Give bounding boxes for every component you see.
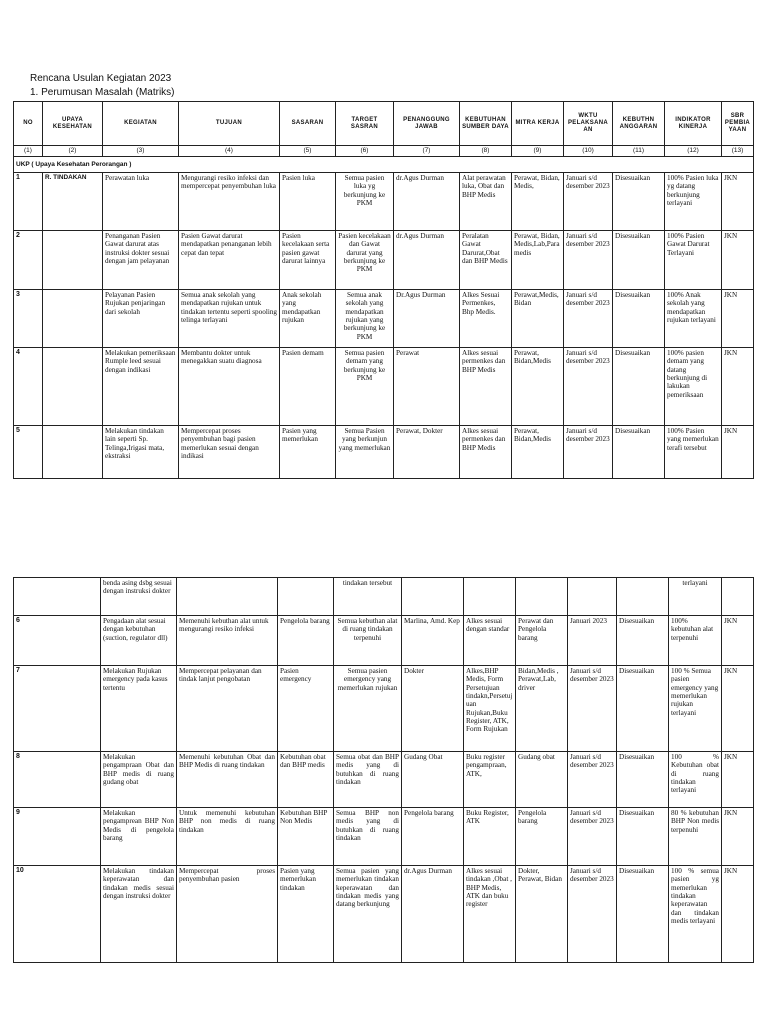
cell-sumber: JKN xyxy=(722,666,754,752)
row-number: 3 xyxy=(14,290,43,348)
cell-indikator: 100% Pasien yang memerlukan terafi tersebut xyxy=(665,426,722,479)
header-cell: TUJUAN xyxy=(179,102,280,146)
cell-kebutuhan: Peralatan Gawat Darurat,Obat dan BHP Medis xyxy=(460,231,512,290)
cell-pj: dr.Agus Durman xyxy=(394,173,460,231)
cell-upaya xyxy=(43,290,103,348)
group-row xyxy=(14,157,754,173)
cell-sasaran: Pasien yang memerlukan tindakan xyxy=(278,866,334,963)
cell-anggaran: Disesuaikan xyxy=(613,426,665,479)
cell-mitra: Perawat,Medis, Bidan xyxy=(512,290,564,348)
cell-sasaran: Pasien demam xyxy=(280,348,336,426)
cell-sasaran: Pengelola barang xyxy=(278,616,334,666)
cell-mitra xyxy=(516,578,568,616)
cell-kegiatan: Perawatan luka xyxy=(103,173,179,231)
cell-anggaran: Disesuaikan xyxy=(613,348,665,426)
column-number: (10) xyxy=(564,146,613,157)
cell-waktu xyxy=(568,578,617,616)
column-number: (8) xyxy=(460,146,512,157)
cell-sumber: JKN xyxy=(722,290,754,348)
cell-kebutuhan: Buku register pengampraan, ATK, xyxy=(464,752,516,808)
cell-pj: Marlina, Amd. Kep xyxy=(402,616,464,666)
row-number: 1 xyxy=(14,173,43,231)
cell-kegiatan: Pelayanan Pasien Rujukan penjaringan dari sekolah xyxy=(103,290,179,348)
cell-anggaran: Disesuaikan xyxy=(617,866,669,963)
cell-kebutuhan: Buku Register, ATK xyxy=(464,808,516,866)
column-number: (9) xyxy=(512,146,564,157)
row-number: 6 xyxy=(14,616,101,666)
cell-kebutuhan: Alat perawatan luka, Obat dan BHP Medis xyxy=(460,173,512,231)
cell-pj: dr.Agus Durman xyxy=(402,866,464,963)
cell-indikator: 100 % Semua pasien emergency yang memerlukan rujukan terlayani xyxy=(669,666,722,752)
cell-mitra: Perawat, Bidan,Medis xyxy=(512,426,564,479)
cell-anggaran xyxy=(617,578,669,616)
header-cell: KEGIATAN xyxy=(103,102,179,146)
cell-pj: Gudang Obat xyxy=(402,752,464,808)
cell-waktu: Januari s/d desember 2023 xyxy=(568,752,617,808)
cell-kebutuhan: Alkes sesuai tindakan ,Obat , BHP Medis, ATK dan buku register xyxy=(464,866,516,963)
cell-sasaran: Pasien emergency xyxy=(278,666,334,752)
cell-upaya xyxy=(43,348,103,426)
cell-sasaran: Kebutuhan obat dan BHP medis xyxy=(278,752,334,808)
matrix-table-page1 xyxy=(13,101,754,479)
cell-mitra: Gudang obat xyxy=(516,752,568,808)
cell-kegiatan: Melakukan tindakan keperawatan dan tindakan medis sesuai dengan instruksi dokter xyxy=(101,866,177,963)
cell-kebutuhan: Alkes Sesuai Permenkes, Bhp Medis. xyxy=(460,290,512,348)
cell-sumber: JKN xyxy=(722,348,754,426)
cell-sumber: JKN xyxy=(722,866,754,963)
cell-anggaran: Disesuaikan xyxy=(617,752,669,808)
header-row xyxy=(14,102,754,146)
cell-mitra: Perawat, Bidan, Medis,Lab,Paramedis xyxy=(512,231,564,290)
cell-anggaran: Disesuaikan xyxy=(613,231,665,290)
cell-target: Semua anak sekolah yang mendapatkan rujukan yang berkunjung ke PKM xyxy=(336,290,394,348)
cell-tujuan: Mempercepat pelayanan dan tindak lanjut pengobatan xyxy=(177,666,278,752)
cell-waktu: Januari s/d desember 2023 xyxy=(564,290,613,348)
cell-tujuan: Semua anak sekolah yang mendapatkan rujukan untuk tindakan tertentu seperti spooling telinga terlayani xyxy=(179,290,280,348)
cell-indikator: 100 % Kebutuhan obat di ruang tindakan terlayani xyxy=(669,752,722,808)
cell-pj: Perawat xyxy=(394,348,460,426)
cell-tujuan: Pasien Gawat darurat mendapatkan penanganan lebih cepat dan tepat xyxy=(179,231,280,290)
cell-pj: Pengelola barang xyxy=(402,808,464,866)
cell-anggaran: Disesuaikan xyxy=(613,290,665,348)
cell-waktu: Januari s/d desember 2023 xyxy=(564,173,613,231)
column-number: (5) xyxy=(280,146,336,157)
section-title: 1. Perumusan Masalah (Matriks) xyxy=(30,87,175,98)
cell-mitra: Pengelola barang xyxy=(516,808,568,866)
cell-sasaran: Anak sekolah yang mendapatkan rujukan xyxy=(280,290,336,348)
cell-sumber: JKN xyxy=(722,752,754,808)
table-row xyxy=(14,666,754,752)
cell-kebutuhan: Alkes sesuai permenkes dan BHP Medis xyxy=(460,426,512,479)
cell-anggaran: Disesuaikan xyxy=(617,666,669,752)
table-row xyxy=(14,173,754,231)
cell-sumber: JKN xyxy=(722,808,754,866)
cell-pj: Perawat, Dokter xyxy=(394,426,460,479)
row-number: 8 xyxy=(14,752,101,808)
cell-pj: Dokter xyxy=(402,666,464,752)
column-number: (3) xyxy=(103,146,179,157)
cell-waktu: Januari s/d desember 2023 xyxy=(564,348,613,426)
cell-tujuan: Membantu dokter untuk menegakkan suatu diagnosa xyxy=(179,348,280,426)
table-row xyxy=(14,426,754,479)
row-number: 5 xyxy=(14,426,43,479)
cell-indikator: 100% kebutuhan alat terpenuhi xyxy=(669,616,722,666)
header-cell: SASARAN xyxy=(280,102,336,146)
column-number: (4) xyxy=(179,146,280,157)
cell-mitra: Dokter, Perawat, Bidan xyxy=(516,866,568,963)
cell-kebutuhan: Alkes sesuai permenkes dan BHP Medis xyxy=(460,348,512,426)
header-cell: INDIKATOR KINERJA xyxy=(665,102,722,146)
cell-waktu: Januari 2023 xyxy=(568,616,617,666)
cell-mitra: Perawat, Bidan,Medis xyxy=(512,348,564,426)
table-row xyxy=(14,808,754,866)
cell-kegiatan: Melakukan Rujukan emergency pada kasus tertentu xyxy=(101,666,177,752)
header-cell: TARGET SASRAN xyxy=(336,102,394,146)
group-label: UKP ( Upaya Kesehatan Perorangan ) xyxy=(14,157,754,173)
cell-sumber: JKN xyxy=(722,616,754,666)
cell-waktu: Januari s/d desember 2023 xyxy=(568,808,617,866)
table-row xyxy=(14,578,754,616)
table-body-page2 xyxy=(14,578,754,963)
matrix-table-page2 xyxy=(13,577,754,963)
table-row xyxy=(14,616,754,666)
column-number-row xyxy=(14,146,754,157)
column-number: (1) xyxy=(14,146,43,157)
cell-target: Semua pasien luka yg berkunjung ke PKM xyxy=(336,173,394,231)
cell-anggaran: Disesuaikan xyxy=(613,173,665,231)
cell-tujuan: Memenuhi kebuthan alat untuk mengurangi resiko infeksi xyxy=(177,616,278,666)
cell-kebutuhan: Alkes sesuai dengan standar xyxy=(464,616,516,666)
cell-sasaran: Pasien yang memerlukan xyxy=(280,426,336,479)
row-number: 2 xyxy=(14,231,43,290)
row-number: 10 xyxy=(14,866,101,963)
cell-anggaran: Disesuaikan xyxy=(617,616,669,666)
cell-tujuan xyxy=(177,578,278,616)
cell-tujuan: Memenuhi kebutuhan Obat dan BHP Medis di ruang tindakan xyxy=(177,752,278,808)
document-title: Rencana Usulan Kegiatan 2023 xyxy=(30,73,172,84)
table-row xyxy=(14,866,754,963)
cell-indikator: 100% pasien demam yang datang berkunjung di lakukan pemeriksaan xyxy=(665,348,722,426)
cell-pj xyxy=(402,578,464,616)
column-number: (7) xyxy=(394,146,460,157)
cell-sumber: JKN xyxy=(722,426,754,479)
cell-kegiatan: Penanganan Pasien Gawat darurat atas instruksi dokter sesuai dengan jam pelayanan xyxy=(103,231,179,290)
cell-pj: dr.Agus Durman xyxy=(394,231,460,290)
cell-indikator: terlayani xyxy=(669,578,722,616)
cell-indikator: 100% Pasien luka yg datang berkunjung terlayani xyxy=(665,173,722,231)
table-row xyxy=(14,290,754,348)
cell-indikator: 100 % semua pasien yg memerlukan tindakan keperawatan dan tindakan medis terlayani xyxy=(669,866,722,963)
cell-target: Semua kebuthan alat di ruang tindakan terpenuhi xyxy=(334,616,402,666)
cell-tujuan: Untuk memenuhi kebutuhan BHP non medis di ruang tindakan xyxy=(177,808,278,866)
cell-kegiatan: Melakukan pengampraan Obat dan BHP medis di ruang gudang obat xyxy=(101,752,177,808)
cell-waktu: Januari s/d desember 2023 xyxy=(564,426,613,479)
column-number: (11) xyxy=(613,146,665,157)
cell-target: Semua BHP non medis yang di butuhkan di ruang tindakan xyxy=(334,808,402,866)
cell-upaya xyxy=(43,231,103,290)
cell-kegiatan: Melakukan pemeriksaan Rumple leed sesuai dengan indikasi xyxy=(103,348,179,426)
cell-sasaran: Pasien luka xyxy=(280,173,336,231)
cell-upaya: R. TINDAKAN xyxy=(43,173,103,231)
cell-target: Semua pasien yang memerlukan tindakan keperawatan dan tindakan medis yang datang berkunjung xyxy=(334,866,402,963)
column-number: (6) xyxy=(336,146,394,157)
cell-sasaran xyxy=(278,578,334,616)
cell-target: Semua pasien emergency yang memerlukan rujukan xyxy=(334,666,402,752)
cell-sumber: JKN xyxy=(722,173,754,231)
cell-sasaran: Pasien kecelakaan serta pasien gawat darurat lainnya xyxy=(280,231,336,290)
cell-kebutuhan xyxy=(464,578,516,616)
header-cell: UPAYA KESEHATAN xyxy=(43,102,103,146)
row-number: 7 xyxy=(14,666,101,752)
header-cell: NO xyxy=(14,102,43,146)
cell-target: Semua Pasien yang berkunjun yang memerlukan xyxy=(336,426,394,479)
table-body-page1 xyxy=(14,173,754,479)
table-row xyxy=(14,348,754,426)
row-number: 9 xyxy=(14,808,101,866)
header-cell: PENANGGUNG JAWAB xyxy=(394,102,460,146)
cell-upaya xyxy=(43,426,103,479)
row-number: 4 xyxy=(14,348,43,426)
header-cell: KEBUTUHAN SUMBER DAYA xyxy=(460,102,512,146)
header-cell: MITRA KERJA xyxy=(512,102,564,146)
cell-waktu: Januari s/d desember 2023 xyxy=(568,666,617,752)
cell-kegiatan: benda asing dsbg sesuai dengan instruksi dokter xyxy=(101,578,177,616)
cell-tujuan: Mempercepat proses penyembuhan bagi pasien memerlukan sesuai dengan indikasi xyxy=(179,426,280,479)
cell-tujuan: Mengurangi resiko infeksi dan mempercepat penyembuhan luka xyxy=(179,173,280,231)
cell-waktu: Januari s/d desember 2023 xyxy=(568,866,617,963)
column-number: (2) xyxy=(43,146,103,157)
cell-target: Semua obat dan BHP medis yang di butuhkan di ruang tindakan xyxy=(334,752,402,808)
cell-mitra: Perawat dan Pengelola barang xyxy=(516,616,568,666)
cell-sasaran: Kebutuhan BHP Non Medis xyxy=(278,808,334,866)
cell-target: tindakan tersebut xyxy=(334,578,402,616)
column-number: (13) xyxy=(722,146,754,157)
cell-kebutuhan: Alkes,BHP Medis, Form Persetujuan tindakn,Persetujuan Rujukan,Buku Register, ATK, Form Rujukan xyxy=(464,666,516,752)
cell-indikator: 100% Pasien Gawat Darurat Terlayani xyxy=(665,231,722,290)
header-cell: WKTU PELAKSANAAN xyxy=(564,102,613,146)
column-number: (12) xyxy=(665,146,722,157)
cell-anggaran: Disesuaikan xyxy=(617,808,669,866)
cell-tujuan: Mempercepat proses penyembuhan pasien xyxy=(177,866,278,963)
header-cell: SBR PEMBIAYAAN xyxy=(722,102,754,146)
cell-indikator: 80 % kebutuhan BHP Non medis terpenuhi xyxy=(669,808,722,866)
cell-sumber: JKN xyxy=(722,231,754,290)
cell-kegiatan: Pengadaan alat sesuai dengan kebutuhan (suction, regulator dll) xyxy=(101,616,177,666)
cell-pj: Dr.Agus Durman xyxy=(394,290,460,348)
table-row xyxy=(14,231,754,290)
cell-mitra: Perawat, Bidan, Medis, xyxy=(512,173,564,231)
cell-target: Semua pasien demam yang berkunjung ke PKM xyxy=(336,348,394,426)
cell-target: Pasien kecelakaan dan Gawat darurat yang berkunjung ke PKM xyxy=(336,231,394,290)
cell-kegiatan: Melakukan pengamprean BHP Non Medis di pengelola barang xyxy=(101,808,177,866)
cell-indikator: 100% Anak sekolah yang mendapatkan rujukan terlayani xyxy=(665,290,722,348)
cell-sumber xyxy=(722,578,754,616)
cell-mitra: Bidan,Medis , Perawat,Lab, driver xyxy=(516,666,568,752)
table-row xyxy=(14,752,754,808)
row-number xyxy=(14,578,101,616)
cell-kegiatan: Melakukan tindakan lain seperti Sp. Telinga,Irigasi mata, ekstraksi xyxy=(103,426,179,479)
cell-waktu: Januari s/d desember 2023 xyxy=(564,231,613,290)
header-cell: KEBUTHN ANGGARAN xyxy=(613,102,665,146)
